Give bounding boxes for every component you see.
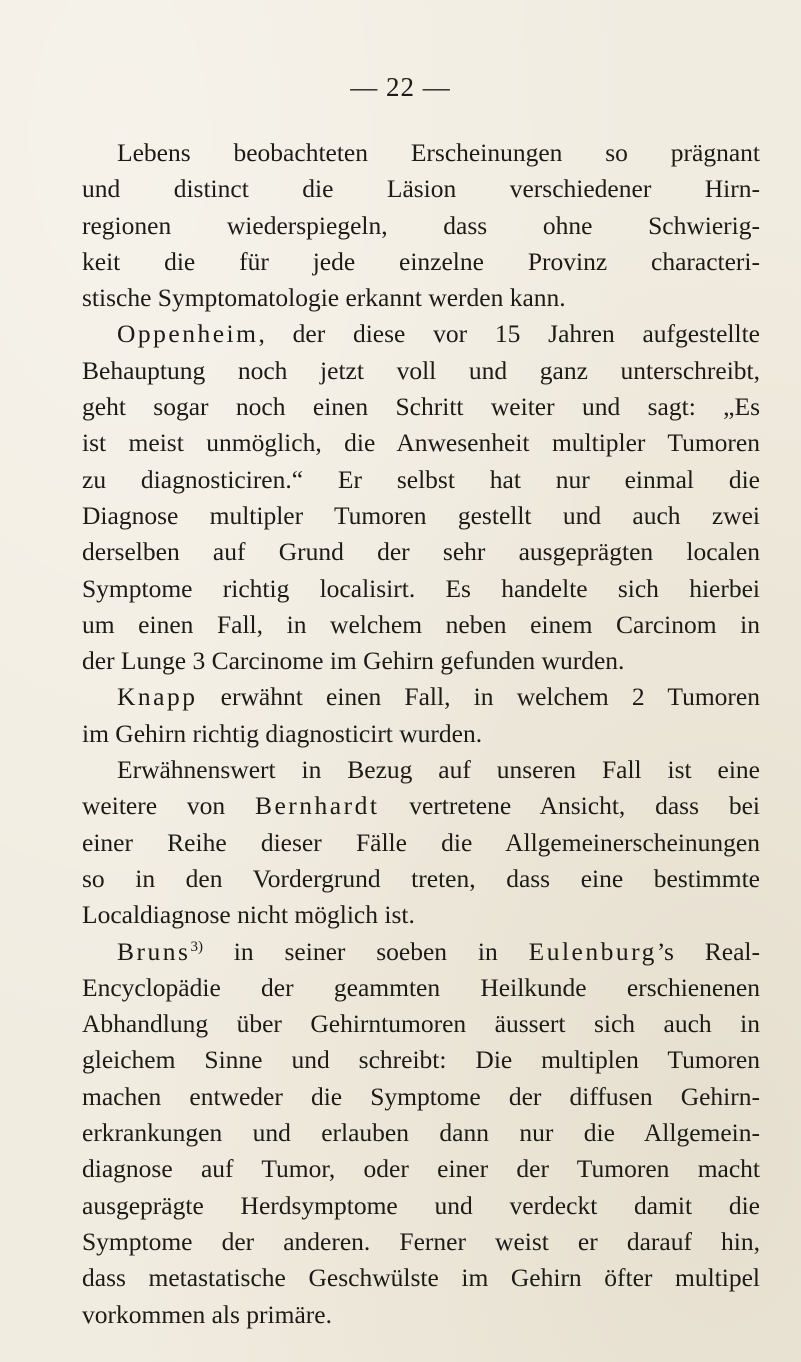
text-line: im Gehirn richtig diagnosticirt wurden. <box>82 718 483 748</box>
paragraph <box>82 679 760 752</box>
text-line: zu diagnosticiren.“ Er selbst hat nur einmal die <box>82 464 760 494</box>
text-line: einer Reihe dieser Fälle die Allgemeinerscheinungen <box>82 827 760 857</box>
text-line: und distinct die Läsion verschiedener Hirn- <box>82 174 760 204</box>
line-text: erwähnt einen Fall, in welchem 2 Tumoren <box>197 682 760 712</box>
text-line: Symptome der anderen. Ferner weist er darauf hin, <box>82 1226 760 1256</box>
text-line: derselben auf Grund der sehr ausgeprägten localen <box>82 537 760 567</box>
line-text: weitere von <box>82 791 255 821</box>
line-text: , der diese vor 15 Jahren aufgestellte <box>258 319 760 349</box>
page-number: — 22 — <box>350 72 451 102</box>
paragraph <box>82 135 760 316</box>
text-line: ausgeprägte Herdsymptome und verdeckt damit die <box>82 1190 760 1220</box>
line-text: in seiner soeben in <box>202 936 529 966</box>
text-line <box>82 934 760 970</box>
text-line <box>82 788 760 824</box>
author-name: Knapp <box>117 682 198 712</box>
text-line: Diagnose multipler Tumoren gestellt und auch zwei <box>82 500 760 530</box>
text-line: diagnose auf Tumor, oder einer der Tumoren macht <box>82 1154 760 1184</box>
line-text: ’s Real- <box>656 936 761 966</box>
text-line: ist meist unmöglich, die Anwesenheit multipler Tumoren <box>82 428 760 458</box>
text-line: Abhandlung über Gehirntumoren äussert sich auch in <box>82 1009 760 1039</box>
author-name: Bernhardt <box>254 791 380 821</box>
text-line: um einen Fall, in welchem neben einem Carcinom in <box>82 609 760 639</box>
text-line <box>82 316 760 352</box>
paragraph <box>82 752 760 933</box>
text-line: so in den Vordergrund treten, dass eine bestimmte <box>82 863 760 893</box>
text-line <box>82 679 760 715</box>
line-text: vertretene Ansicht, dass bei <box>379 791 760 821</box>
text-line: Symptome richtig localisirt. Es handelte sich hierbei <box>82 573 760 603</box>
author-name: Oppenheim <box>117 319 259 349</box>
body-text <box>82 135 760 1333</box>
text-line: dass metastatische Geschwülste im Gehirn öfter multipel <box>82 1263 760 1293</box>
text-line: keit die für jede einzelne Provinz characteri- <box>82 246 760 276</box>
text-line: Encyclopädie der geammten Heilkunde erschienenen <box>82 972 760 1002</box>
text-line: erkrankungen und erlauben dann nur die Allgemein- <box>82 1118 760 1148</box>
text-line: Erwähnenswert in Bezug auf unseren Fall ist eine <box>117 755 760 785</box>
footnote-marker: 3) <box>190 938 203 955</box>
author-name: Eulenburg <box>528 936 657 966</box>
author-name: Bruns <box>117 936 191 966</box>
paragraph <box>82 934 760 1333</box>
text-line: Lebens beobachteten Erscheinungen so prägnant <box>117 138 760 167</box>
text-line: vorkommen als primäre. <box>82 1299 332 1329</box>
text-line: geht sogar noch einen Schritt weiter und sagt: „Es <box>82 392 760 422</box>
text-line: stische Symptomatologie erkannt werden kann. <box>82 283 566 313</box>
text-line: Behauptung noch jetzt voll und ganz unterschreibt, <box>82 355 760 385</box>
text-line: Localdiagnose nicht möglich ist. <box>82 900 415 930</box>
paragraph <box>82 316 760 679</box>
text-line: regionen wiederspiegeln, dass ohne Schwierig- <box>82 210 760 240</box>
text-line: machen entweder die Symptome der diffusen Gehirn- <box>82 1081 760 1111</box>
text-line: der Lunge 3 Carcinome im Gehirn gefunden wurden. <box>82 646 625 676</box>
text-line: gleichem Sinne und schreibt: Die multiplen Tumoren <box>82 1045 760 1075</box>
